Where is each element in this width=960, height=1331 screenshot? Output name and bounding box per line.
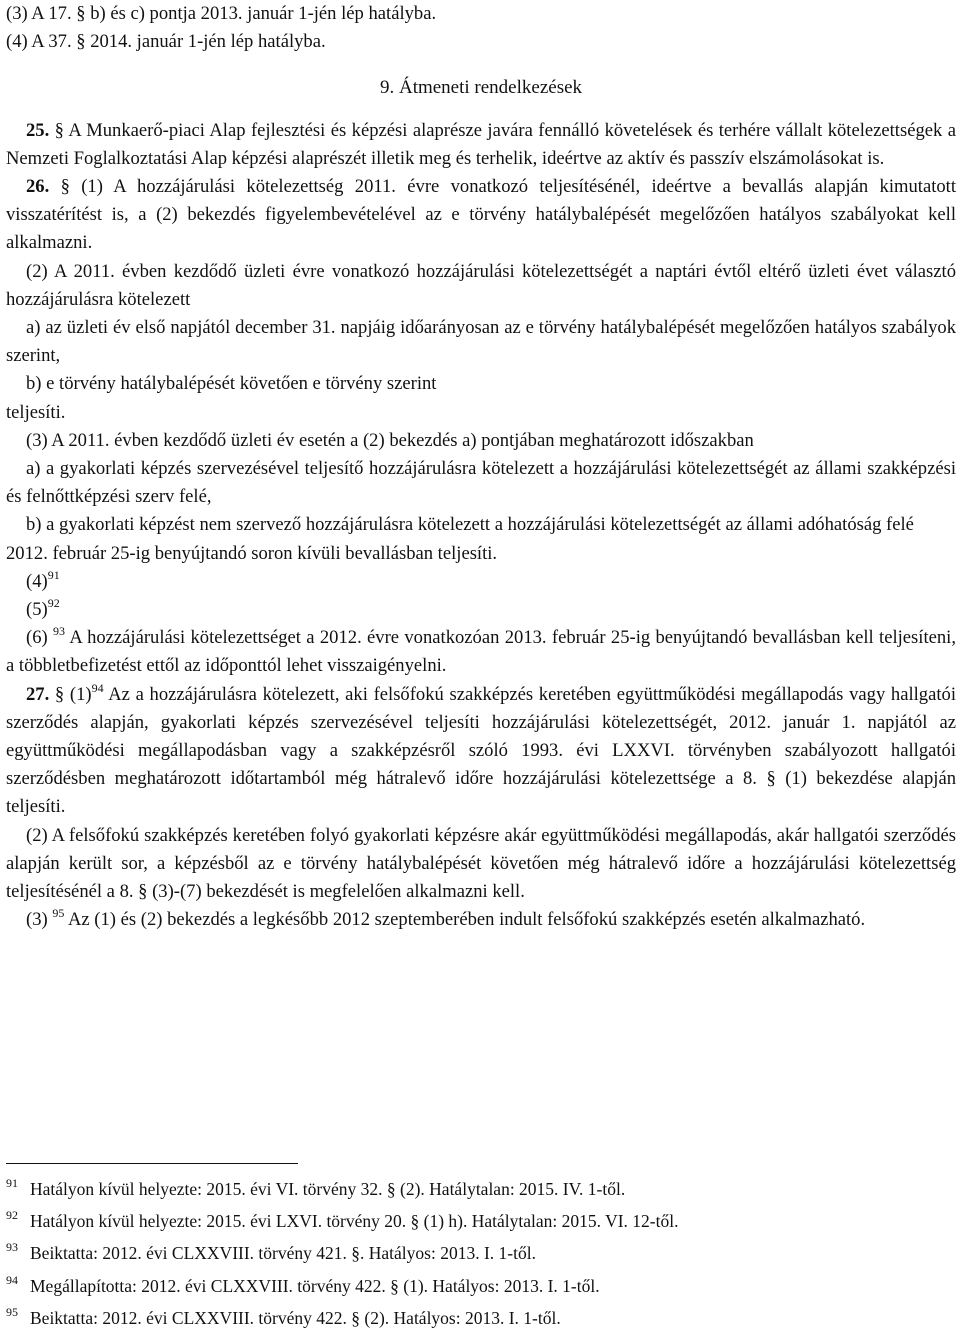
section-26-para-2-end: teljesíti. [6, 401, 66, 423]
section-heading: 9. Átmeneti rendelkezések [379, 77, 583, 99]
footnote-text: Megállapította: 2012. évi CLXXVIII. törvény 422. § (1). Hatályos: 2013. I. 1-től. [30, 1275, 600, 1296]
footnote-ref[interactable]: 91 [47, 567, 60, 582]
section-number: 27. [26, 683, 50, 705]
provision-line: (3) A 17. § b) és c) pontja 2013. január 1-jén lép hatályba. [6, 3, 437, 24]
section-27-para-1 [6, 681, 956, 822]
footnote-number: 94 [6, 1272, 18, 1287]
footnote [6, 1234, 956, 1266]
para-label: (5) [26, 599, 48, 621]
section-26-para-3-end: 2012. február 25-ig benyújtandó soron kívüli bevallásban teljesíti. [6, 542, 498, 564]
section-26-para-1 [6, 173, 956, 258]
footnote-number: 92 [6, 1208, 18, 1223]
footnote [6, 1299, 956, 1331]
footnote-number: 95 [6, 1304, 18, 1319]
para-label: (6) [26, 627, 48, 649]
para-text: Az a hozzájárulásra kötelezett, aki felsőfokú szakképzés keretében együttműködési megállapodás vagy hallgatói szerződés alapján, gyakorlati képzés szervezésével teljesíti hozzájárulási kötelezettségét, 2012. január 1. napjától az együttműködési megállapodásban vagy a szakképzésről szóló 1993. évi LXXVI. törvényben szabályozott hallgatói szerződésben meghatározott időtartamból még hátralevő időre hozzájárulási kötelezettsége a 8. § (1) bekezdése alapján teljesíti. [6, 683, 956, 818]
footnote-ref[interactable]: 93 [53, 624, 66, 639]
para-label: (3) [26, 909, 48, 931]
footnote [6, 1202, 956, 1234]
footnote-text: Hatályon kívül helyezte: 2015. évi LXVI. törvény 20. § (1) h). Hatálytalan: 2015. VI. 12-től. [30, 1211, 679, 1232]
footnote-number: 91 [6, 1176, 18, 1190]
footnote-text: Hatályon kívül helyezte: 2015. évi VI. törvény 32. § (2). Hatálytalan: 2015. IV. 1-től. [30, 1179, 626, 1199]
section-text: § (1) A hozzájárulási kötelezettség 2011. évre vonatkozó teljesítésénél, ideértve a bevallás alapján kimutatott visszatérítést is, a (2) bekezdés figyelembevételével az e törvény hatálybalépését megelőzően hatályos szabályokat kell alkalmazni. [6, 176, 956, 254]
section-25 [6, 117, 956, 173]
para-text: Az (1) és (2) bekezdés a legkésőbb 2012 szeptemberében indult felsőfokú szakképzés esetén alkalmazható. [64, 909, 866, 931]
para-label: (4) [26, 570, 48, 592]
section-26-para-6 [6, 624, 956, 680]
footnotes [6, 1170, 956, 1331]
section-text: § A Munkaerő-piaci Alap fejlesztési és képzési alaprésze javára fennálló követelések és terhére vállalt kötelezettségek a Nemzeti Foglalkoztatási Alap képzési alaprészét illetik meg és terhelik, ideértve az aktív és passzív elszámolásokat is. [6, 119, 956, 169]
footnote-separator [6, 1163, 298, 1164]
section-number: 25. [26, 119, 50, 141]
section-26-point-a: a) a gyakorlati képzés szervezésével teljesítő hozzájárulásra kötelezett a hozzájárulási kötelezettségét az állami szakképzési és felnőttképzési szerv felé, [6, 458, 956, 508]
provision-line: (4) A 37. § 2014. január 1-jén lép hatályba. [6, 31, 326, 53]
section-27-para-2: (2) A felsőfokú szakképzés keretében folyó gyakorlati képzésre akár együttműködési megállapodás, akár hallgatói szerződés alapján került sor, a képzésből az e törvény hatálybalépését követően még hátralevő időre a hozzájárulási kötelezettség teljesítésénél a 8. § (3)-(7) bekezdését is megfelelően alkalmazni kell. [6, 824, 956, 903]
footnote-text: Beiktatta: 2012. évi CLXXVIII. törvény 421. §. Hatályos: 2013. I. 1-től. [30, 1243, 536, 1264]
footnote [6, 1267, 956, 1299]
document-page [6, 0, 956, 935]
footnote-ref[interactable]: 95 [52, 906, 65, 921]
para-text: A hozzájárulási kötelezettséget a 2012. évre vonatkozóan 2013. február 25-ig benyújtandó bevallásban kell teljesíteni, a többletbefizetést ettől az időponttól lehet visszaigényelni. [6, 627, 956, 677]
footnote-number: 93 [6, 1240, 18, 1255]
section-26-point-b: b) e törvény hatálybalépését követően e törvény szerint [26, 373, 437, 395]
footnote-text: Beiktatta: 2012. évi CLXXVIII. törvény 422. § (2). Hatályos: 2013. I. 1-től. [30, 1307, 561, 1328]
section-26-point-b: b) a gyakorlati képzést nem szervező hozzájárulásra kötelezett a hozzájárulási kötelezettségét az állami adóhatóság felé [26, 514, 914, 536]
section-26-para-3: (3) A 2011. évben kezdődő üzleti év esetén a (2) bekezdés a) pontjában meghatározott időszakban [26, 429, 754, 451]
section-27-para-3 [6, 906, 956, 934]
section-26-para-4 [6, 568, 956, 596]
section-26-point-a: a) az üzleti év első napjától december 31. napjáig időarányosan az e törvény hatálybalépését megelőzően hatályos szabályok szerint, [6, 317, 956, 367]
para-label: § (1) [49, 683, 92, 705]
footnote-ref[interactable]: 92 [47, 596, 60, 611]
footnote [6, 1170, 956, 1202]
footnote-ref[interactable]: 94 [91, 680, 104, 695]
section-26-para-5 [6, 596, 956, 624]
section-number: 26. [26, 176, 50, 198]
section-26-para-2: (2) A 2011. évben kezdődő üzleti évre vonatkozó hozzájárulási kötelezettségét a naptári évtől eltérő üzleti évet választó hozzájárulásra kötelezett [6, 260, 956, 310]
